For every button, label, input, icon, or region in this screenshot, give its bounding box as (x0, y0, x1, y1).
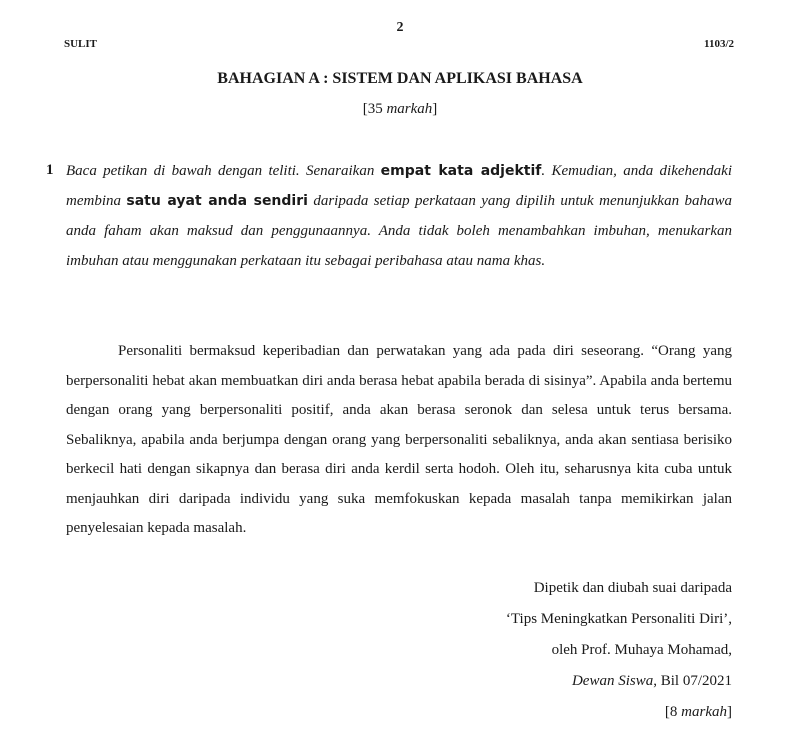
paper-code: 1103/2 (704, 38, 734, 50)
classification-label: SULIT (64, 38, 98, 50)
page-number: 2 (396, 20, 404, 35)
question-number: 1 (46, 162, 54, 178)
reading-passage: Personaliti bermaksud keperibadian dan perwatakan yang ada pada diri seseorang. “Orang yang berpersonaliti hebat akan membuatkan diri anda berasa hebat apabila berada di sisinya”. Apabila anda bertemu dengan orang yang berpersonaliti positif, anda akan berasa seronok dan selesa untuk terus bersama. Sebaliknya, apabila anda berjumpa dengan orang yang berpersonaliti sebaliknya, anda akan sentiasa berisiko berkecil hati dengan sikapnya dan berasa diri anda kerdil serta hodoh. Oleh itu, seharusnya kita cuba untuk menjauhkan diri daripada individu yang suka memfokuskan kepada masalah tanpa memikirkan jalan penyelesaian kepada masalah. (66, 343, 732, 536)
question-marks: [8 markah] (664, 704, 732, 720)
section-marks: [35 markah] (362, 101, 438, 117)
citation-publication: Dewan Siswa, Bil 07/2021 (571, 673, 732, 689)
bold-phrase-own-sentence: satu ayat anda sendiri (126, 193, 308, 209)
question-instructions: Baca petikan di bawah dengan teliti. Senaraikan empat kata adjektif. Kemudian, anda dikehendaki membina satu ayat anda sendiri daripada setiap perkataan yang dipilih untuk menunjukkan bahawa anda faham akan maksud dan penggunaannya. Anda tidak boleh menambahkan imbuhan, menukarkan imbuhan atau menggunakan perkataan itu sebagai peribahasa atau nama khas. (66, 163, 732, 269)
citation-line-1: Dipetik dan diubah suai daripada (533, 580, 732, 596)
citation-line-3: oleh Prof. Muhaya Mohamad, (551, 642, 732, 658)
citation-line-2: ‘Tips Meningkatkan Personaliti Diri’, (505, 611, 732, 627)
source-citation (332, 573, 732, 728)
section-title: BAHAGIAN A : SISTEM DAN APLIKASI BAHASA (217, 70, 583, 87)
bold-phrase-adjectives: empat kata adjektif (380, 163, 542, 179)
